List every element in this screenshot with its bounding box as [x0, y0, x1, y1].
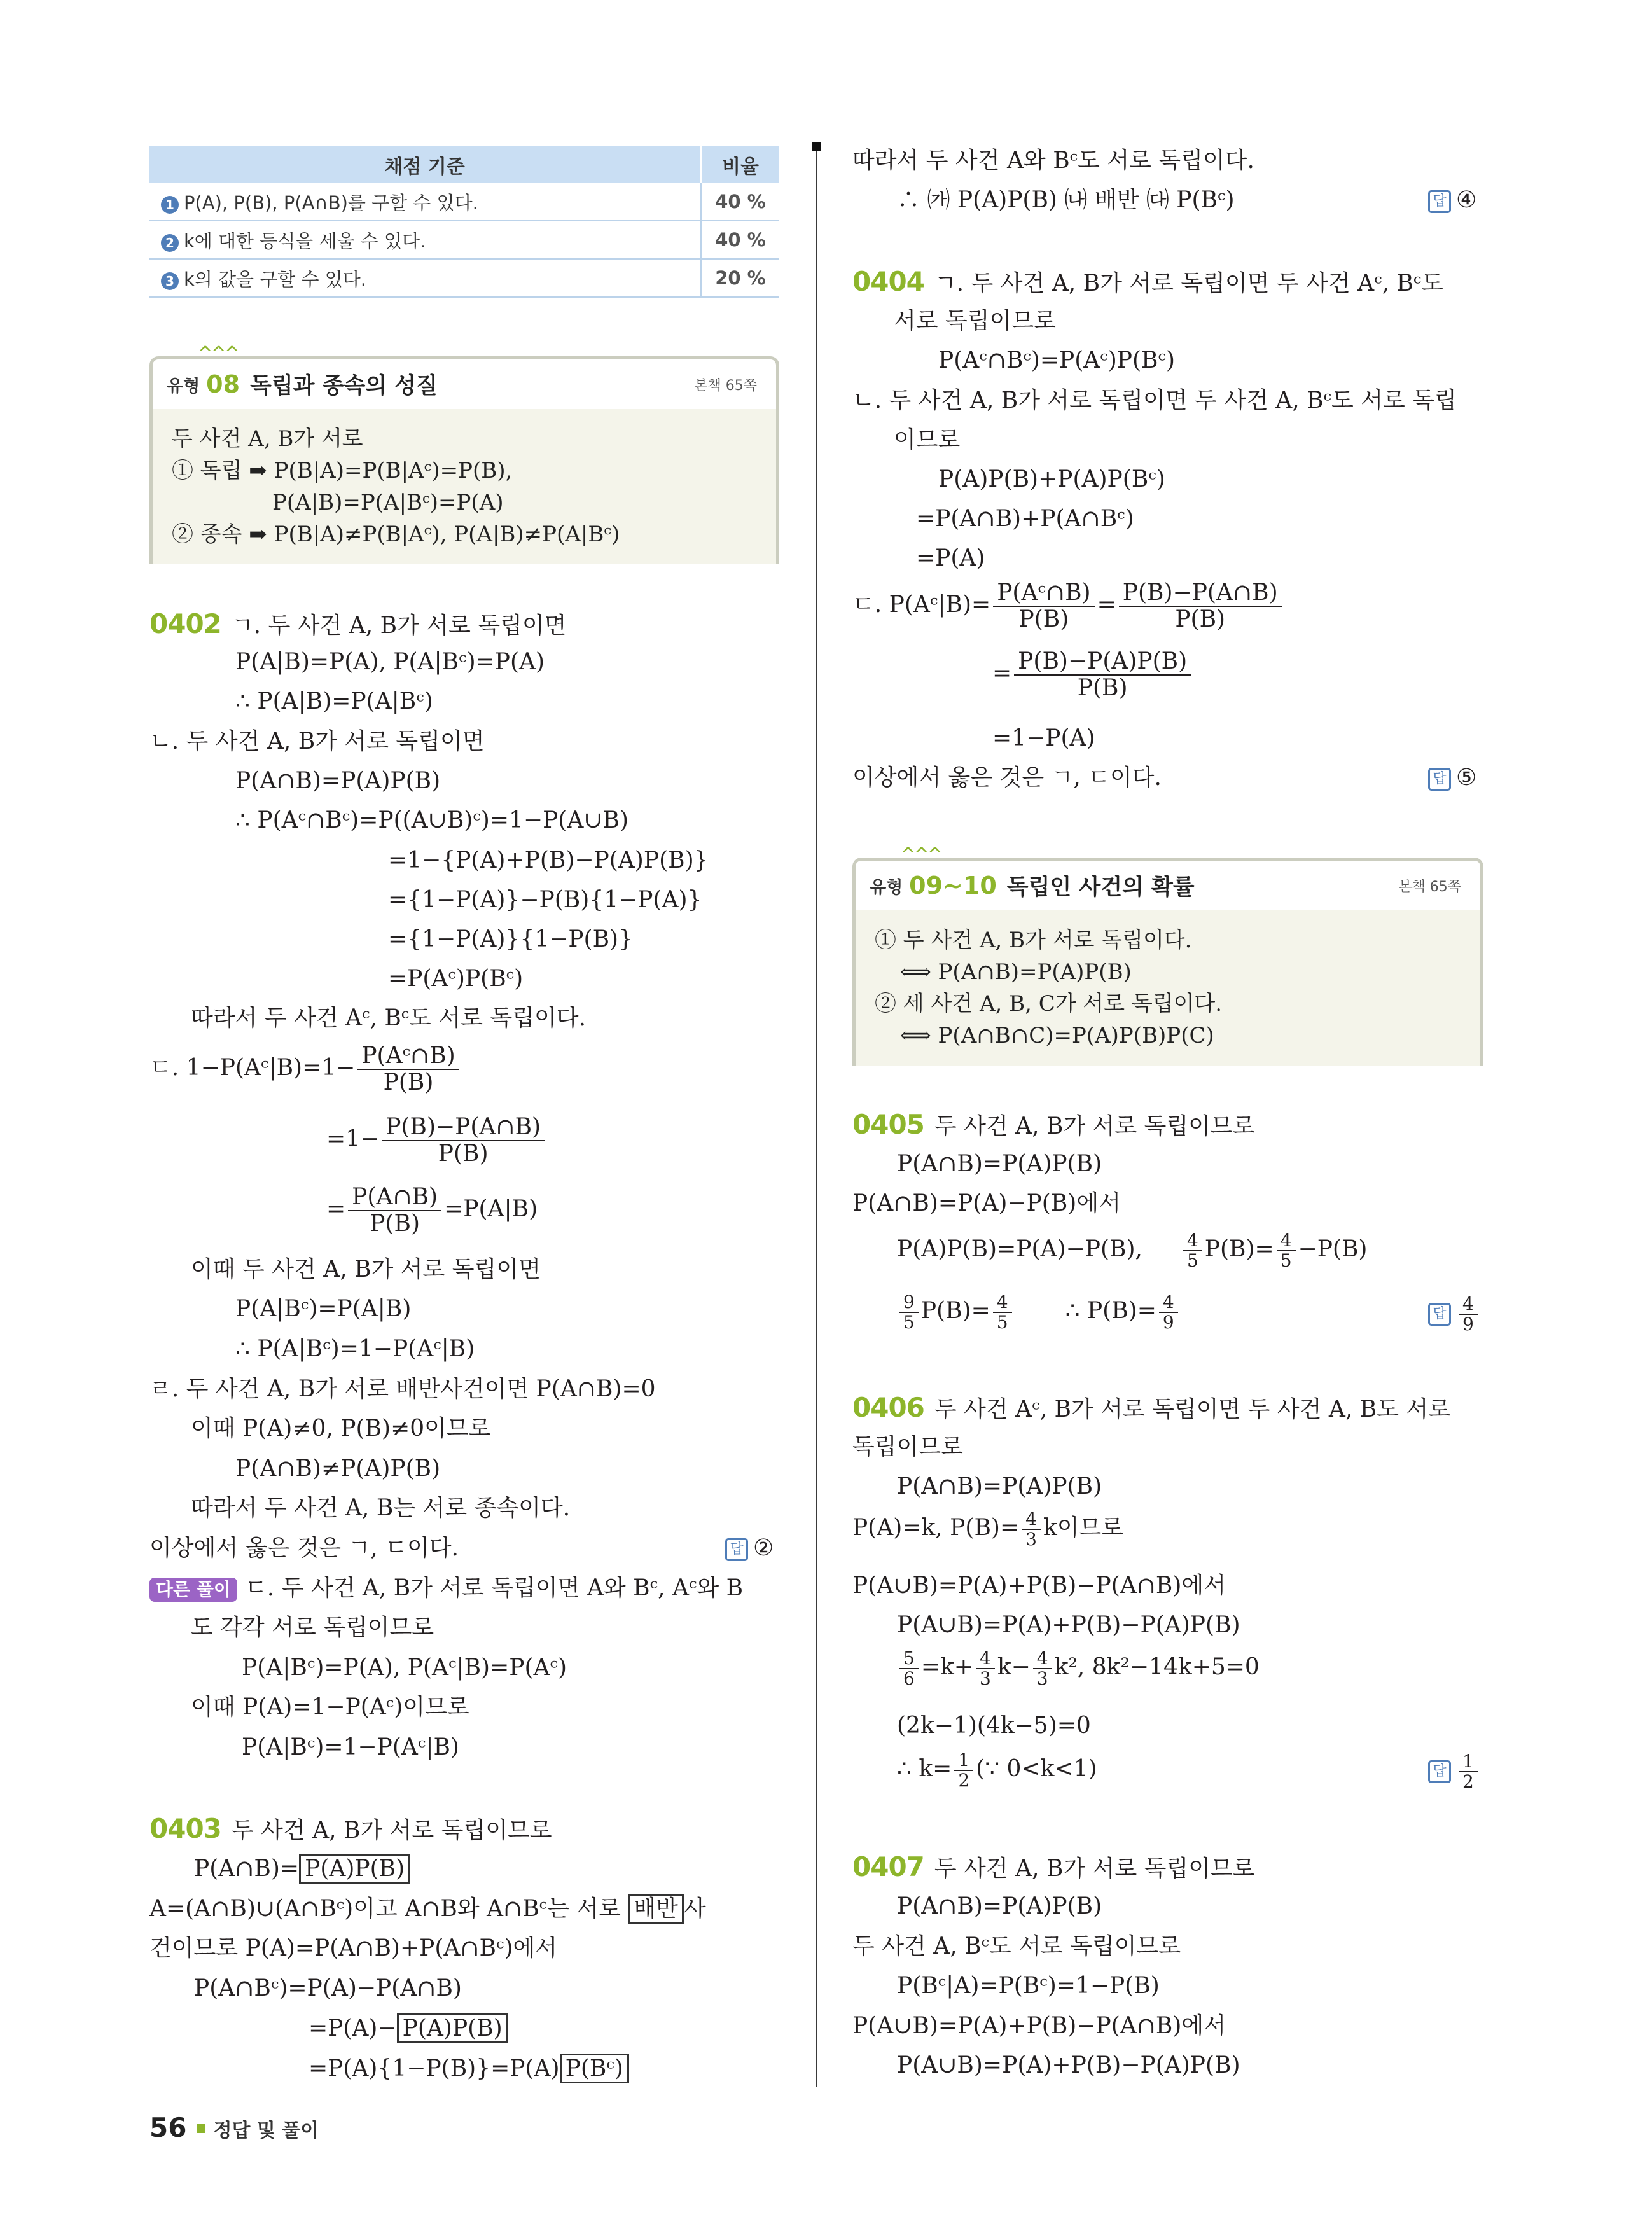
blank-box: P(A)P(B) — [299, 1854, 410, 1884]
solution-line: 이때 P(A)=1−P(Aᶜ)이므로 — [191, 1694, 469, 1720]
summary-line: 두 사건 A, B가 서로 — [172, 426, 363, 452]
blank-box: 배반 — [628, 1894, 684, 1924]
solution-line: P(A∩B)= P(A)P(B) — [194, 1854, 410, 1884]
answer-icon: 답 — [1428, 768, 1451, 791]
solution-line: =1−{P(A)+P(B)−P(A)P(B)} — [388, 847, 709, 873]
solution-line: = $\frac{P(B)-P(A)P(B)}{P(B)}$ — [992, 649, 1193, 701]
answer — [1428, 1752, 1480, 1791]
solution-line: P(A∩B)=P(A)−P(B)에서 — [852, 1190, 1121, 1216]
solution-line: $\frac{5}{6}$ =k+ $\frac{4}{3}$ k− $\frac{4}{3}$ k², 8k²−14k+5=0 — [897, 1649, 1260, 1688]
problem-0403-line: 0403 두 사건 A, B가 서로 독립이므로 — [149, 1813, 552, 1844]
fraction: $\frac{P(A\cap B)}{P(B)}$ — [348, 1185, 441, 1237]
solution-line: P(A∩B)=P(A)P(B) — [897, 1473, 1102, 1499]
section-tag: 유형 — [167, 376, 200, 396]
section-summary — [856, 910, 1480, 1066]
solution-line: ={1−P(A)}−P(B){1−P(A)} — [388, 887, 702, 913]
solution-line: 다른 풀이 ㄷ. 두 사건 A, B가 서로 독립이면 A와 Bᶜ, Aᶜ와 B — [149, 1574, 743, 1603]
solution-line: 도 각각 서로 독립이므로 — [191, 1615, 434, 1641]
section-box-type09-10 — [852, 844, 1483, 1066]
solution-line: =P(A∩B)+P(A∩Bᶜ) — [916, 506, 1134, 532]
solution-line: P(A)P(B)=P(A)−P(B), $\frac{4}{5}$ P(B)= $\frac{4}{5}$ −P(B) — [897, 1230, 1368, 1271]
problem-0402-line: 0402 ㄱ. 두 사건 A, B가 서로 독립이면 — [149, 608, 567, 639]
solution-line: P(A∪B)=P(A)+P(B)−P(A)P(B) — [897, 1612, 1240, 1638]
solution-line: P(A∪B)=P(A)+P(B)−P(A)P(B) — [897, 2052, 1240, 2078]
solution-line: =P(A) — [916, 545, 985, 571]
solution-line: P(A|Bᶜ)=P(A), P(Aᶜ|B)=P(Aᶜ) — [242, 1655, 567, 1681]
answer-icon: 답 — [725, 1538, 748, 1561]
table-row — [149, 221, 779, 259]
problem-number: 0402 — [149, 608, 221, 639]
section-reference: 본책 65쪽 — [694, 377, 757, 394]
grading-criterion: k의 값을 구할 수 있다. — [184, 268, 366, 290]
section-summary — [153, 409, 776, 564]
step-number-icon: 2 — [161, 234, 179, 252]
grading-criterion: P(A), P(B), P(A∩B)를 구할 수 있다. — [184, 191, 478, 214]
fraction: $\frac{P(B)-P(A\cap B)}{P(B)}$ — [1119, 580, 1282, 632]
grading-table — [149, 146, 779, 298]
solution-line: ㄴ. 두 사건 A, B가 서로 독립이면 — [149, 728, 485, 754]
grading-ratio: 40 % — [701, 221, 780, 259]
solution-line: 따라서 두 사건 Aᶜ, Bᶜ도 서로 독립이다. — [191, 1005, 587, 1031]
problem-number: 0406 — [852, 1392, 924, 1423]
fraction: $\frac{4}{5}$ — [1183, 1231, 1202, 1270]
solution-line: P(A∩B)=P(A)P(B) — [897, 1893, 1102, 1919]
solution-line: ㄷ. 1−P(Aᶜ|B)=1− $\frac{\text{P(Aᶜ∩B)}}{P(B)}$ — [149, 1043, 462, 1095]
section-tag: 유형 — [870, 877, 903, 898]
solution-line: =P(A)− P(A)P(B) — [309, 2014, 508, 2043]
fraction: $\frac{4}{3}$ — [976, 1649, 995, 1688]
section-box-type08 — [149, 343, 779, 564]
section-title: 독립과 종속의 성질 — [250, 373, 438, 399]
alternative-solution-tag: 다른 풀이 — [149, 1578, 237, 1602]
summary-line: ② 종속 ➡ P(B|A)≠P(B|Aᶜ), P(A|B)≠P(A|Bᶜ) — [172, 522, 620, 547]
summary-line: ⟺ P(A∩B)=P(A)P(B) — [900, 959, 1132, 985]
column-divider — [816, 146, 817, 2087]
solution-line: P(A)=k, P(B)= $\frac{4}{3}$ k이므로 — [852, 1508, 1124, 1550]
summary-line: ① 두 사건 A, B가 서로 독립이다. — [875, 928, 1192, 953]
solution-line: 이때 P(A)≠0, P(B)≠0이므로 — [191, 1415, 491, 1442]
solution-line: 이상에서 옳은 것은 ㄱ, ㄷ이다. — [149, 1535, 459, 1561]
solution-line: =P(A){1−P(B)}=P(A) P(Bᶜ) — [309, 2054, 629, 2083]
fraction: $\frac{4}{3}$ — [1022, 1510, 1041, 1549]
summary-line: ① 독립 ➡ P(B|A)=P(B|Aᶜ)=P(B), — [172, 458, 513, 483]
solution-line: $\frac{9}{5}$ P(B)= $\frac{4}{5}$ ∴ P(B)= $\frac{4}{9}$ — [897, 1293, 1181, 1332]
solution-line: ={1−P(A)}{1−P(B)} — [388, 926, 633, 952]
answer: 답 ② — [725, 1535, 774, 1561]
solution-line: 따라서 두 사건 A, B는 서로 종속이다. — [191, 1495, 571, 1521]
solution-line: P(A∩B)≠P(A)P(B) — [235, 1456, 441, 1482]
fraction: $\frac{\text{P(Aᶜ∩B)}}{P(B)}$ — [993, 580, 1094, 632]
solution-line: ∴ ㈎ P(A)P(B) ㈏ 배반 ㈐ P(Bᶜ) — [897, 187, 1235, 213]
section-header — [856, 861, 1480, 910]
solution-line: ㄹ. 두 사건 A, B가 서로 배반사건이면 P(A∩B)=0 — [149, 1376, 656, 1402]
solution-line: P(A∩B)=P(A)P(B) — [897, 1151, 1102, 1177]
solution-line: ∴ P(A|Bᶜ)=1−P(Aᶜ|B) — [235, 1336, 475, 1362]
solution-line: 이므로 — [894, 427, 961, 453]
summary-line: P(A|B)=P(A|Bᶜ)=P(A) — [272, 490, 504, 515]
section-number: 08 — [206, 370, 240, 398]
solution-line: 따라서 두 사건 A와 Bᶜ도 서로 독립이다. — [852, 148, 1254, 174]
column-divider-dot — [812, 142, 821, 151]
solution-line: P(A|Bᶜ)=P(A|B) — [235, 1296, 412, 1322]
grading-ratio: 20 % — [701, 259, 780, 297]
solution-line: =1−P(A) — [992, 725, 1095, 751]
solution-line: P(A∩Bᶜ)=P(A)−P(A∩B) — [194, 1975, 462, 2001]
problem-0404-line: 0404 ㄱ. 두 사건 A, B가 서로 독립이면 두 사건 Aᶜ, Bᶜ도 — [852, 266, 1444, 297]
grading-header-ratio: 비율 — [701, 146, 780, 183]
fraction: $\frac{4}{5}$ — [993, 1293, 1012, 1332]
section-title: 독립인 사건의 확률 — [1006, 875, 1195, 900]
summary-line: ⟺ P(A∩B∩C)=P(A)P(B)P(C) — [900, 1023, 1214, 1048]
problem-number: 0405 — [852, 1109, 924, 1140]
wave-icon: ^^^ — [900, 844, 941, 866]
solution-line: ∴ P(Aᶜ∩Bᶜ)=P((A∪B)ᶜ)=1−P(A∪B) — [235, 807, 629, 833]
grading-ratio: 40 % — [701, 183, 780, 221]
solution-line: 건이므로 P(A)=P(A∩B)+P(A∩Bᶜ)에서 — [149, 1935, 558, 1961]
answer — [1428, 1295, 1480, 1334]
fraction: $\frac{P(B)-P(A\cap B)}{P(B)}$ — [382, 1115, 545, 1167]
table-row — [149, 183, 779, 221]
answer: 답 ⑤ — [1428, 765, 1476, 791]
solution-line: = $\frac{P(A\cap B)}{P(B)}$ =P(A|B) — [326, 1184, 538, 1237]
square-bullet-icon — [197, 2124, 205, 2133]
page-number: 56 — [149, 2112, 187, 2143]
fraction: $\frac{4}{9}$ — [1159, 1293, 1178, 1332]
fraction: $\frac{\text{P(Aᶜ∩B)}}{P(B)}$ — [357, 1043, 459, 1095]
fraction: $\frac{1}{2}$ — [1459, 1752, 1478, 1791]
solution-line: =1− $\frac{P(B)-P(A\cap B)}{P(B)}$ — [326, 1115, 547, 1167]
solution-line: P(A∩B)=P(A)P(B) — [235, 768, 441, 794]
solution-line: P(A)P(B)+P(A)P(Bᶜ) — [938, 466, 1165, 492]
solution-line: 두 사건 A, Bᶜ도 서로 독립이므로 — [852, 1933, 1181, 1959]
solution-line: =P(Aᶜ)P(Bᶜ) — [388, 966, 524, 992]
fraction: $\frac{5}{6}$ — [899, 1649, 919, 1688]
solution-line: ㄷ. P(Aᶜ|B)= $\frac{\text{P(Aᶜ∩B)}}{P(B)}$ = $\frac{P(B)-P(A\cap B)}{P(B)}$ — [852, 580, 1284, 632]
solution-line: P(A∪B)=P(A)+P(B)−P(A∩B)에서 — [852, 1573, 1226, 1599]
solution-line: ∴ P(A|B)=P(A|Bᶜ) — [235, 688, 433, 714]
footer-title: 정답 및 풀이 — [213, 2120, 319, 2142]
solution-line: P(A|B)=P(A), P(A|Bᶜ)=P(A) — [235, 649, 545, 675]
solution-line: (2k−1)(4k−5)=0 — [897, 1713, 1091, 1739]
problem-number: 0404 — [852, 266, 924, 297]
solution-line: P(A∪B)=P(A)+P(B)−P(A∩B)에서 — [852, 2013, 1226, 2039]
problem-0407-line: 0407 두 사건 A, B가 서로 독립이므로 — [852, 1851, 1255, 1882]
grading-header-criteria: 채점 기준 — [149, 146, 701, 183]
section-reference: 본책 65쪽 — [1398, 879, 1461, 895]
section-header — [153, 359, 776, 409]
step-number-icon: 1 — [161, 196, 179, 214]
problem-0405-line: 0405 두 사건 A, B가 서로 독립이므로 — [852, 1109, 1255, 1140]
blank-box: P(A)P(B) — [397, 2013, 508, 2043]
solution-line: 이때 두 사건 A, B가 서로 독립이면 — [191, 1256, 541, 1282]
fraction: $\frac{4}{9}$ — [1459, 1295, 1478, 1334]
problem-0406-line: 0406 두 사건 Aᶜ, B가 서로 독립이면 두 사건 A, B도 서로 — [852, 1392, 1451, 1423]
answer: 답 ④ — [1428, 187, 1476, 213]
problem-number: 0407 — [852, 1851, 924, 1882]
table-row — [149, 259, 779, 297]
solution-line: ∴ k= $\frac{1}{2}$ (∵ 0<k<1) — [897, 1749, 1097, 1791]
fraction: $\frac{1}{2}$ — [954, 1751, 973, 1790]
solution-line: P(Bᶜ|A)=P(Bᶜ)=1−P(B) — [897, 1973, 1160, 1999]
solution-line: 이상에서 옳은 것은 ㄱ, ㄷ이다. — [852, 765, 1162, 791]
fraction: $\frac{P(B)-P(A)P(B)}{P(B)}$ — [1014, 649, 1191, 701]
problem-number: 0403 — [149, 1813, 221, 1844]
summary-line: ② 세 사건 A, B, C가 서로 독립이다. — [875, 991, 1223, 1017]
page-footer — [149, 2112, 319, 2143]
answer-icon: 답 — [1428, 1303, 1451, 1326]
solution-line: P(Aᶜ∩Bᶜ)=P(Aᶜ)P(Bᶜ) — [938, 347, 1176, 373]
blank-box: P(Bᶜ) — [560, 2054, 629, 2083]
grading-criterion: k에 대한 등식을 세울 수 있다. — [184, 230, 426, 252]
wave-icon: ^^^ — [197, 343, 238, 365]
answer-icon: 답 — [1428, 190, 1451, 213]
solution-line: 서로 독립이므로 — [894, 308, 1056, 334]
fraction: $\frac{9}{5}$ — [899, 1293, 919, 1332]
solution-line: ㄴ. 두 사건 A, B가 서로 독립이면 두 사건 A, Bᶜ도 서로 독립 — [852, 387, 1457, 414]
step-number-icon: 3 — [161, 272, 179, 290]
answer-icon: 답 — [1428, 1760, 1451, 1783]
solution-line: A=(A∩B)∪(A∩Bᶜ)이고 A∩B와 A∩Bᶜ는 서로 배반 사 — [149, 1894, 706, 1924]
fraction: $\frac{4}{3}$ — [1033, 1649, 1052, 1688]
solution-line: 독립이므로 — [852, 1434, 963, 1460]
section-number: 09~10 — [909, 872, 997, 900]
fraction: $\frac{4}{5}$ — [1277, 1231, 1296, 1270]
grading-header-row — [149, 146, 779, 183]
solution-line: P(A|Bᶜ)=1−P(Aᶜ|B) — [242, 1734, 459, 1760]
